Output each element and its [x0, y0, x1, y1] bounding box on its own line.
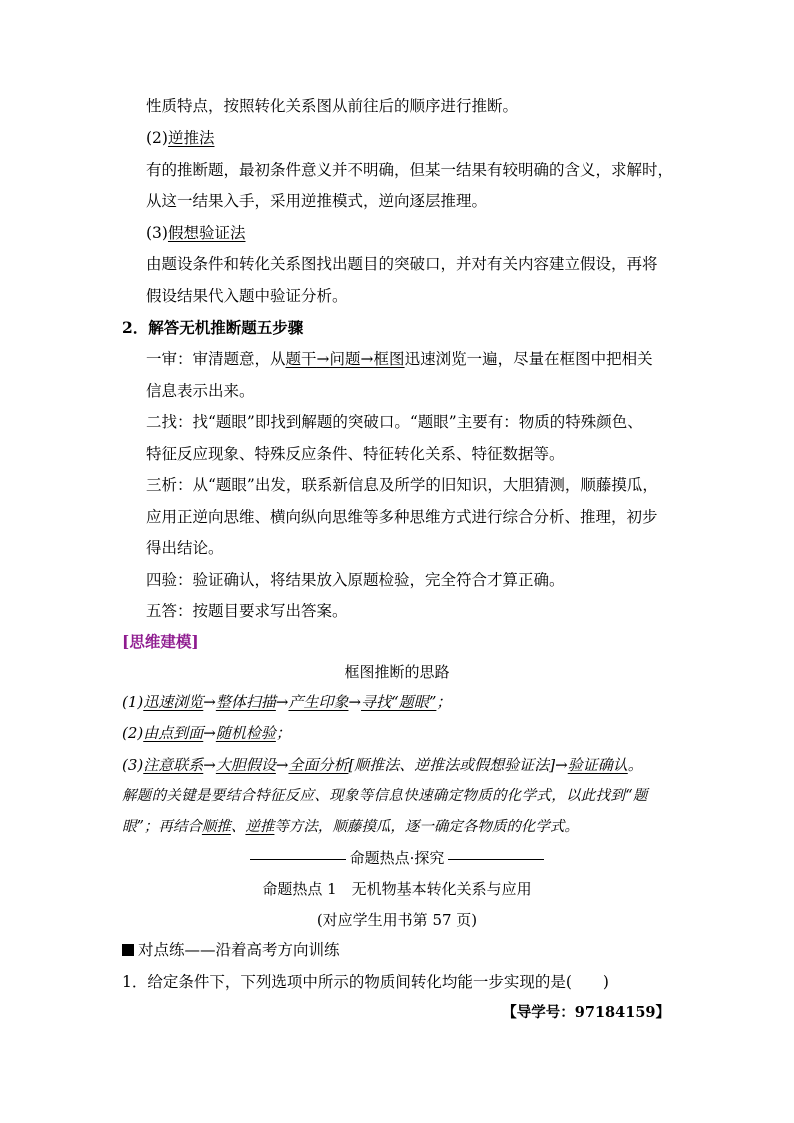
practice-label: 对点练——沿着高考方向训练 [138, 941, 340, 959]
section-heading: 2．解答无机推断题五步骤 [122, 318, 304, 337]
step-line: 应用正逆向思维、横向纵向思维等多种思维方式进行综合分析、推理，初步 [146, 508, 658, 526]
method-title: 逆推法 [167, 129, 215, 147]
route-term: 全面分析 [288, 756, 349, 774]
square-bullet-icon [122, 944, 134, 956]
route-end: ； [436, 693, 452, 711]
method-number: (2) [146, 129, 168, 147]
practice-heading [122, 940, 340, 960]
arrow-glyph: → [203, 693, 216, 711]
method-heading [146, 128, 214, 148]
method-title: 假想验证法 [167, 224, 246, 242]
key-text: 、 [230, 819, 246, 835]
method-heading [146, 223, 245, 243]
route-number: (2) [122, 724, 144, 742]
model-title: 框图推断的思路 [344, 663, 450, 681]
route-term: 产生印象 [288, 693, 349, 711]
arrow-glyph: → [316, 350, 330, 368]
paragraph-line: 性质特点，按照转化关系图从前往后的顺序进行推断。 [146, 97, 519, 115]
guide-number: 【导学号：97184159】 [502, 1004, 670, 1021]
step-line: 特征反应现象、特殊反应条件、特征转化关系、特征数据等。 [146, 445, 565, 463]
step-text: 迅速浏览一遍，尽量在框图中把相关 [404, 350, 653, 368]
flow-term: 框图 [373, 350, 405, 368]
flow-term: 题干 [285, 350, 317, 368]
route-end: 。 [627, 756, 643, 774]
route-number: (1) [122, 693, 144, 711]
paragraph-line: 有的推断题，最初条件意义并不明确，但某一结果有较明确的含义，求解时， [146, 161, 674, 179]
step-line: 信息表示出来。 [146, 382, 255, 400]
paragraph-line: 假设结果代入题中验证分析。 [146, 287, 348, 305]
arrow-glyph: → [275, 756, 289, 774]
route-line [122, 755, 643, 775]
arrow-glyph: → [275, 693, 289, 711]
route-term: 验证确认 [567, 756, 628, 774]
key-line: 解题的关键是要结合特征反应、现象等信息快速确定物质的化学式，以此找到“题 [122, 788, 648, 804]
paragraph-line: 从这一结果入手，采用逆推模式，逆向逐层推理。 [146, 192, 488, 210]
key-line [122, 817, 579, 837]
key-text: 等方法，顺藤摸瓜，逐一确定各物质的化学式。 [274, 819, 579, 835]
step-line [146, 349, 653, 369]
route-method-note: [顺推法、逆推法或假想验证法] [348, 756, 556, 774]
step-line: 四验：验证确认，将结果放入原题检验，完全符合才算正确。 [146, 571, 565, 589]
arrow-glyph: → [348, 693, 362, 711]
route-number: (3) [122, 756, 144, 774]
book-reference: (对应学生用书第 57 页) [316, 911, 478, 929]
paragraph-line: 由题设条件和转化关系图找出题目的突破口，并对有关内容建立假设，再将 [146, 255, 658, 273]
route-end: ； [275, 724, 291, 742]
arrow-glyph: → [360, 350, 374, 368]
arrow-glyph: → [203, 756, 216, 774]
route-line [122, 723, 291, 743]
route-term: 随机检验 [215, 724, 276, 742]
arrow-glyph: → [203, 724, 216, 742]
divider [448, 859, 544, 860]
section-title: 命题热点·探究 [349, 849, 445, 867]
step-text: 一审：审清题意，从 [146, 350, 286, 368]
question-line: 1．给定条件下，下列选项中所示的物质间转化均能一步实现的是( ) [122, 973, 609, 991]
method-number: (3) [146, 224, 168, 242]
step-line: 二找：找“题眼”即找到解题的突破口。“题眼”主要有：物质的特殊颜色、 [146, 413, 643, 431]
route-term: 大胆假设 [215, 756, 276, 774]
key-term: 顺推 [201, 819, 231, 835]
model-tag: [思维建模] [122, 632, 199, 651]
route-term: 寻找“题眼” [361, 693, 437, 711]
divider [250, 859, 346, 860]
key-term: 逆推 [245, 819, 275, 835]
step-line: 三析：从“题眼”出发，联系新信息及所学的旧知识，大胆猜测，顺藤摸瓜， [146, 476, 658, 494]
route-line [122, 692, 451, 712]
route-term: 由点到面 [143, 724, 204, 742]
step-line: 五答：按题目要求写出答案。 [146, 602, 348, 620]
flow-term: 问题 [329, 350, 361, 368]
section-banner [0, 848, 794, 868]
route-term: 整体扫描 [215, 693, 276, 711]
arrow-glyph: → [555, 756, 568, 774]
hot-topic-title: 命题热点 1 无机物基本转化关系与应用 [262, 880, 532, 898]
key-text: 眼”；再结合 [122, 819, 202, 835]
step-line: 得出结论。 [146, 539, 224, 557]
route-term: 注意联系 [143, 756, 204, 774]
route-term: 迅速浏览 [143, 693, 204, 711]
